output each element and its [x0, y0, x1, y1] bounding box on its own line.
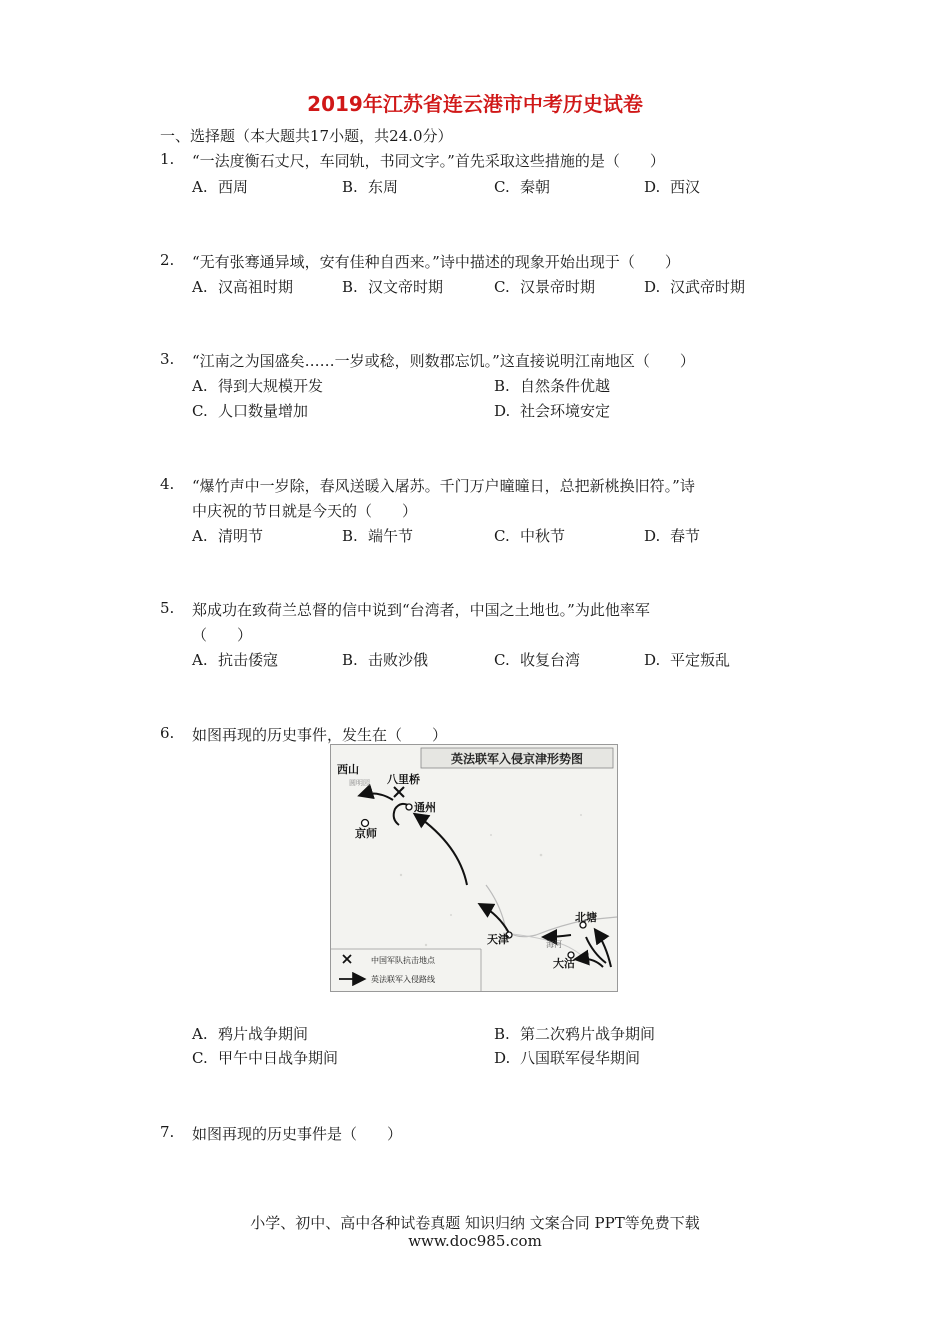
invasion-map	[330, 744, 618, 992]
option-a: A. 清明节	[192, 527, 264, 545]
legend-route-label: 英法联军入侵路线	[371, 975, 435, 984]
footer-website-link[interactable]: www.doc985.com	[408, 1232, 542, 1250]
map-figure	[331, 745, 617, 991]
option-d: D. 八国联军侵华期间	[494, 1049, 641, 1067]
question-stem-line-1: 郑成功在致荷兰总督的信中说到“台湾者，中国之土地也。”为此他率军	[192, 601, 650, 619]
option-d: D. 西汉	[644, 178, 701, 196]
question-stem: 如图再现的历史事件，发生在（ ）	[192, 726, 448, 744]
option-a: A. 西周	[192, 178, 249, 196]
question-number: 6.	[160, 724, 175, 742]
question-stem: 如图再现的历史事件是（ ）	[192, 1125, 403, 1143]
option-a: A. 得到大规模开发	[192, 377, 324, 395]
question-number: 3.	[160, 350, 175, 368]
section-heading: 一、选择题（本大题共17小题，共24.0分）	[160, 127, 453, 145]
option-d: D. 平定叛乱	[644, 651, 731, 669]
question-number: 7.	[160, 1123, 175, 1141]
option-b: B. 端午节	[342, 527, 414, 545]
option-b: B. 第二次鸦片战争期间	[494, 1025, 656, 1043]
option-a: A. 汉高祖时期	[192, 278, 294, 296]
option-c: C. 人口数量增加	[192, 402, 309, 420]
label-jingshi: 京师	[355, 827, 377, 840]
option-c: C. 秦朝	[494, 178, 551, 196]
option-c: C. 中秋节	[494, 527, 566, 545]
label-beitang: 北塘	[575, 911, 597, 924]
option-b: B. 击败沙俄	[342, 651, 429, 669]
label-tongzhou: 通州	[414, 801, 436, 814]
label-yuanmingyuan: 圆明园	[349, 779, 370, 787]
question-stem: “无有张骞通异域，安有佳种自西来。”诗中描述的现象开始出现于（ ）	[192, 253, 680, 271]
question-stem-line-2: 中庆祝的节日就是今天的（ ）	[192, 502, 418, 520]
question-number: 5.	[160, 599, 175, 617]
option-c: C. 汉景帝时期	[494, 278, 596, 296]
option-a: A. 鸦片战争期间	[192, 1025, 309, 1043]
option-b: B. 汉文帝时期	[342, 278, 444, 296]
map-title: 英法联军入侵京津形势图	[450, 752, 584, 766]
option-c: C. 收复台湾	[494, 651, 581, 669]
question-stem-line-1: “爆竹声中一岁除，春风送暖入屠苏。千门万户曈曈日，总把新桃换旧符。”诗	[192, 477, 695, 495]
label-river: 海河	[546, 940, 562, 949]
label-xishan: 西山	[337, 763, 359, 776]
question-stem: “一法度衡石丈尺，车同轨，书同文字。”首先采取这些措施的是（ ）	[192, 152, 665, 170]
option-c: C. 甲午中日战争期间	[192, 1049, 339, 1067]
label-baliqiao: 八里桥	[387, 773, 420, 786]
question-stem-line-2: （ ）	[192, 626, 253, 644]
question-number: 1.	[160, 150, 175, 168]
exam-title: 2019年江苏省连云港市中考历史试卷	[307, 92, 643, 116]
option-d: D. 春节	[644, 527, 701, 545]
option-b: B. 自然条件优越	[494, 377, 611, 395]
label-dagu: 大沽	[553, 957, 575, 970]
footer-promo-text: 小学、初中、高中各种试卷真题 知识归纳 文案合同 PPT等免费下载	[250, 1214, 700, 1232]
question-stem: “江南之为国盛矣……一岁或稔，则数郡忘饥。”这直接说明江南地区（ ）	[192, 352, 695, 370]
option-d: D. 汉武帝时期	[644, 278, 746, 296]
option-b: B. 东周	[342, 178, 399, 196]
legend-battle-label: 中国军队抗击地点	[371, 956, 435, 965]
question-number: 4.	[160, 475, 175, 493]
label-tianjin: 天津	[487, 933, 509, 946]
option-a: A. 抗击倭寇	[192, 651, 279, 669]
option-d: D. 社会环境安定	[494, 402, 611, 420]
question-number: 2.	[160, 251, 175, 269]
